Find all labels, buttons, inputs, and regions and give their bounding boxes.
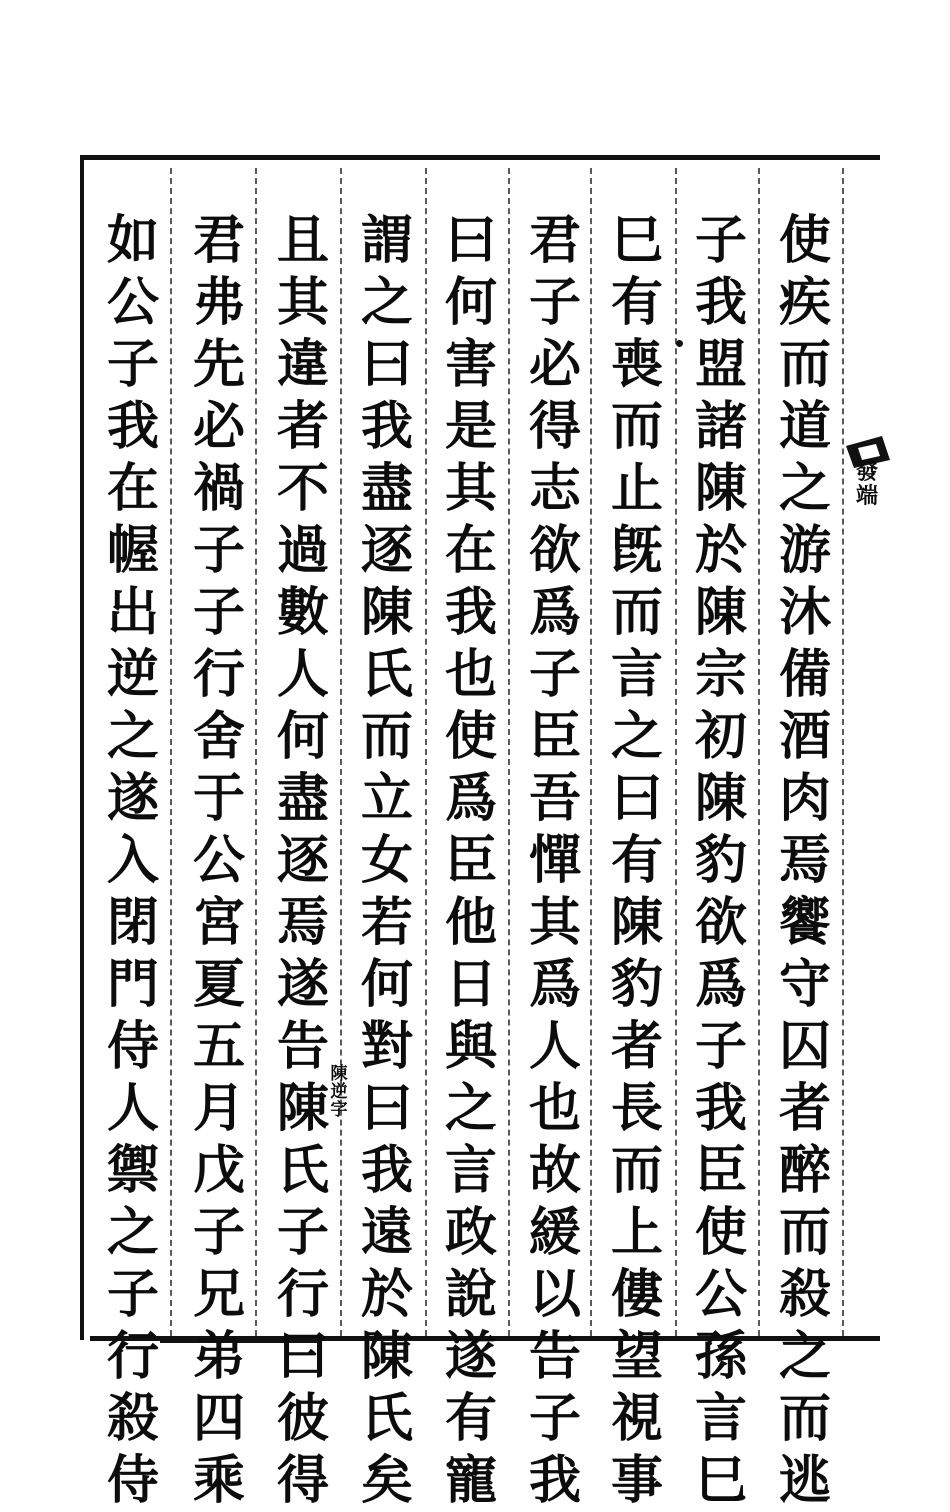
glyph: 道 [778,396,831,457]
glyph: 我 [106,396,159,457]
glyph: 孫 [694,1326,747,1387]
text-column-9 [98,210,168,1511]
glyph: 立 [360,768,413,829]
glyph: 必 [528,334,581,395]
glyph: 彼 [276,1388,329,1449]
column-separator [508,168,510,1336]
glyph: 陳 [360,582,413,643]
column-separator [758,168,760,1336]
glyph: 逆 [330,1082,348,1102]
glyph: 陳 [694,458,747,519]
glyph: 有 [444,1388,497,1449]
glyph: 兄 [192,1264,245,1325]
text-column-8 [184,210,254,1511]
glyph: 子 [276,1202,329,1263]
glyph: 出 [106,582,159,643]
glyph: 其 [444,458,497,519]
glyph: 有 [610,272,663,333]
glyph: 曰 [444,210,497,271]
glyph: 殺 [106,1388,159,1449]
glyph: 沐 [778,582,831,643]
glyph: 志 [528,458,581,519]
glyph: 是 [444,396,497,457]
punctuation-dot [676,340,683,347]
glyph: 言 [694,1388,747,1449]
glyph: 人 [106,1078,159,1139]
glyph: 人 [276,644,329,705]
glyph: 過 [276,520,329,581]
text-column-5 [436,210,506,1511]
glyph: 我 [360,1140,413,1201]
glyph: 臣 [694,1140,747,1201]
glyph: 諸 [694,396,747,457]
glyph: 者 [276,396,329,457]
glyph: 侍 [106,1450,159,1511]
glyph: 說 [444,1264,497,1325]
glyph: 憚 [528,830,581,891]
glyph: 寵 [444,1450,497,1511]
glyph: 遂 [444,1326,497,1387]
glyph: 違 [276,334,329,395]
glyph: 在 [106,458,159,519]
glyph: 逆 [106,644,159,705]
glyph: 臣 [528,706,581,767]
glyph: 陳 [610,892,663,953]
glyph: 吾 [528,768,581,829]
glyph: 視 [610,1388,663,1449]
glyph: 殺 [778,1264,831,1325]
glyph: 門 [106,954,159,1015]
glyph: 于 [192,768,245,829]
glyph: 害 [444,334,497,395]
glyph: 子 [528,272,581,333]
column-separator [842,168,844,1336]
glyph: 禦 [106,1140,159,1201]
glyph: 子 [694,1016,747,1077]
glyph: 矣 [360,1450,413,1511]
glyph: 他 [444,892,497,953]
glyph: 醉 [778,1140,831,1201]
glyph: 豹 [610,954,663,1015]
glyph: 數 [276,582,329,643]
glyph: 公 [106,272,159,333]
glyph: 公 [192,830,245,891]
glyph: 初 [694,706,747,767]
glyph: 我 [360,396,413,457]
glyph: 在 [444,520,497,581]
glyph: 禍 [192,458,245,519]
glyph: 者 [778,1078,831,1139]
glyph: 言 [444,1140,497,1201]
glyph: 臣 [444,830,497,891]
glyph: 弗 [192,272,245,333]
glyph: 而 [778,1202,831,1263]
glyph: 若 [360,892,413,953]
glyph: 先 [192,334,245,395]
glyph: 曰 [360,1078,413,1139]
glyph: 如 [106,210,159,271]
glyph: 夏 [192,954,245,1015]
glyph: 盟 [694,334,747,395]
text-column-2 [686,210,756,1511]
glyph: 爲 [528,582,581,643]
glyph: 不 [276,458,329,519]
glyph: 使 [444,706,497,767]
glyph: 端 [855,483,878,509]
column-separator [255,168,257,1336]
glyph: 發 [855,459,878,485]
glyph: 之 [444,1078,497,1139]
glyph: 逐 [360,520,413,581]
glyph: 舍 [192,706,245,767]
glyph: 子 [528,1388,581,1449]
glyph: 陳 [694,768,747,829]
glyph: 之 [778,458,831,519]
glyph: 備 [778,644,831,705]
glyph: 僂 [610,1264,663,1325]
glyph: 子 [528,644,581,705]
glyph: 我 [694,1078,747,1139]
glyph: 有 [610,830,663,891]
glyph: 謂 [360,210,413,271]
glyph: 侍 [106,1016,159,1077]
glyph: 與 [444,1016,497,1077]
glyph: 曰 [360,334,413,395]
glyph: 日 [444,954,497,1015]
glyph: 曰 [276,1326,329,1387]
glyph: 子 [694,210,747,271]
glyph: 幄 [106,520,159,581]
glyph: 氏 [360,644,413,705]
glyph: 子 [106,1264,159,1325]
glyph: 告 [276,1016,329,1077]
text-column-4 [520,210,590,1511]
glyph: 乘 [192,1450,245,1511]
glyph: 對 [360,1016,413,1077]
glyph: 使 [694,1202,747,1263]
interlinear-note [328,1065,350,1119]
glyph: 得 [528,396,581,457]
glyph: 其 [276,272,329,333]
glyph: 子 [106,334,159,395]
glyph: 宗 [694,644,747,705]
glyph: 子 [192,1202,245,1263]
glyph: 戊 [192,1140,245,1201]
glyph: 必 [192,396,245,457]
glyph: 陳 [330,1064,348,1084]
glyph: 於 [360,1264,413,1325]
glyph: 也 [528,1078,581,1139]
margin-label [852,460,882,508]
glyph: 之 [778,1326,831,1387]
glyph: 故 [528,1140,581,1201]
glyph: 人 [528,1016,581,1077]
glyph: 子 [192,520,245,581]
glyph: 之 [610,706,663,767]
glyph: 豹 [694,830,747,891]
glyph: 陳 [694,582,747,643]
glyph: 君 [192,210,245,271]
column-separator [340,168,342,1336]
glyph: 欲 [528,520,581,581]
glyph: 上 [610,1202,663,1263]
left-frame-line [80,155,84,1340]
glyph: 囚 [778,1016,831,1077]
glyph: 弟 [192,1326,245,1387]
top-frame-line [80,155,880,160]
glyph: 爲 [528,954,581,1015]
glyph: 緩 [528,1202,581,1263]
glyph: 曰 [610,768,663,829]
glyph: 告 [528,1326,581,1387]
glyph: 酒 [778,706,831,767]
glyph: 我 [528,1450,581,1511]
glyph: 盡 [360,458,413,519]
glyph: 之 [106,1202,159,1263]
glyph: 旣 [610,520,663,581]
glyph: 而 [610,396,663,457]
glyph: 焉 [276,892,329,953]
glyph: 逐 [276,830,329,891]
glyph: 使 [778,210,831,271]
glyph: 疾 [778,272,831,333]
text-column-1 [770,210,840,1511]
column-separator [170,168,172,1336]
glyph: 望 [610,1326,663,1387]
glyph: 陳 [360,1326,413,1387]
glyph: 政 [444,1202,497,1263]
glyph: 而 [360,706,413,767]
glyph: 者 [610,1016,663,1077]
glyph: 何 [360,954,413,1015]
text-column-3 [602,210,672,1511]
glyph: 且 [276,210,329,271]
glyph: 巳 [610,210,663,271]
glyph: 爲 [694,954,747,1015]
glyph: 遂 [106,768,159,829]
glyph: 入 [106,830,159,891]
glyph: 得 [276,1450,329,1511]
glyph: 公 [694,1264,747,1325]
glyph: 四 [192,1388,245,1449]
glyph: 陳 [276,1078,329,1139]
glyph: 事 [610,1450,663,1511]
text-column-7 [268,210,338,1511]
column-separator [425,168,427,1336]
glyph: 閉 [106,892,159,953]
glyph: 氏 [276,1140,329,1201]
glyph: 我 [444,582,497,643]
glyph: 饗 [778,892,831,953]
glyph: 行 [192,644,245,705]
glyph: 守 [778,954,831,1015]
glyph: 我 [694,272,747,333]
glyph: 字 [330,1100,348,1120]
glyph: 月 [192,1078,245,1139]
glyph: 喪 [610,334,663,395]
glyph: 五 [192,1016,245,1077]
glyph: 宮 [192,892,245,953]
glyph: 而 [610,582,663,643]
column-separator [590,168,592,1336]
glyph: 何 [276,706,329,767]
glyph: 何 [444,272,497,333]
glyph: 肉 [778,768,831,829]
glyph: 行 [276,1264,329,1325]
glyph: 氏 [360,1388,413,1449]
glyph: 游 [778,520,831,581]
glyph: 以 [528,1264,581,1325]
glyph: 止 [610,458,663,519]
glyph: 女 [360,830,413,891]
text-column-6 [352,210,422,1511]
glyph: 其 [528,892,581,953]
glyph: 之 [360,272,413,333]
glyph: 遂 [276,954,329,1015]
glyph: 之 [106,706,159,767]
glyph: 長 [610,1078,663,1139]
glyph: 巳 [694,1450,747,1511]
glyph: 子 [192,582,245,643]
glyph: 爲 [444,768,497,829]
glyph: 盡 [276,768,329,829]
glyph: 而 [778,1388,831,1449]
glyph: 也 [444,644,497,705]
glyph: 言 [610,644,663,705]
glyph: 於 [694,520,747,581]
glyph: 君 [528,210,581,271]
glyph: 焉 [778,830,831,891]
glyph: 逃 [778,1450,831,1511]
glyph: 行 [106,1326,159,1387]
glyph: 而 [610,1140,663,1201]
glyph: 遠 [360,1202,413,1263]
glyph: 而 [778,334,831,395]
glyph: 欲 [694,892,747,953]
